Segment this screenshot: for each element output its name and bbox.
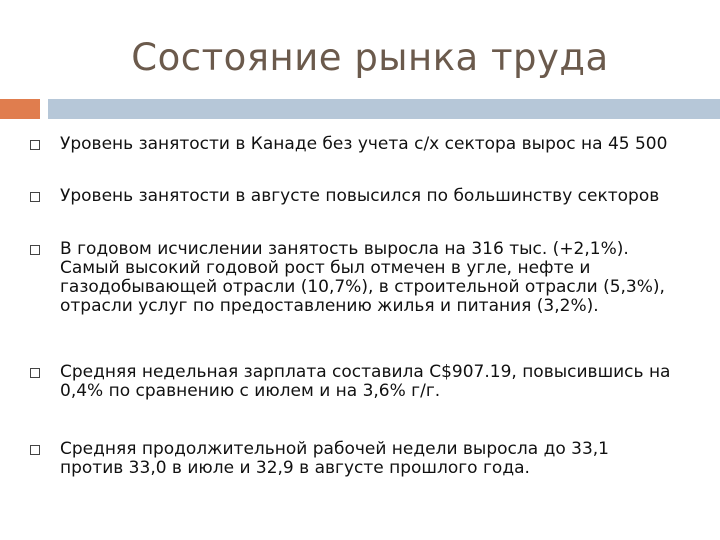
square-bullet-icon (30, 368, 40, 378)
square-bullet-icon (30, 192, 40, 202)
square-bullet-icon (30, 140, 40, 150)
slide-title: Состояние рынка труда (131, 36, 609, 79)
bullet-text: Уровень занятости в августе повысился по большинству секторов (60, 186, 660, 206)
bullet-text: Уровень занятости в Канаде без учета с/х сектора вырос на 45 500 (60, 134, 668, 154)
bullet-text: Средняя продолжительной рабочей недели выросла до 33,1 против 33,0 в июле и 32,9 в августе прошлого года. (60, 439, 609, 478)
square-bullet-icon (30, 245, 40, 255)
title-rule-accent (0, 99, 40, 119)
square-bullet-icon (30, 445, 40, 455)
bullet-text: Средняя недельная зарплата составила C$907.19, повысившись на 0,4% по сравнению с июлем и на 3,6% г/г. (60, 362, 671, 401)
title-rule-bar (48, 99, 720, 119)
bullet-text: В годовом исчислении занятость выросла на 316 тыс. (+2,1%). Самый высокий годовой рост был отмечен в угле, нефте и газодобывающей отрасли (10,7%), в строительной отрасли (5,3%), отрасли услуг по предоставлению жилья и питания (3,2%). (60, 239, 665, 316)
